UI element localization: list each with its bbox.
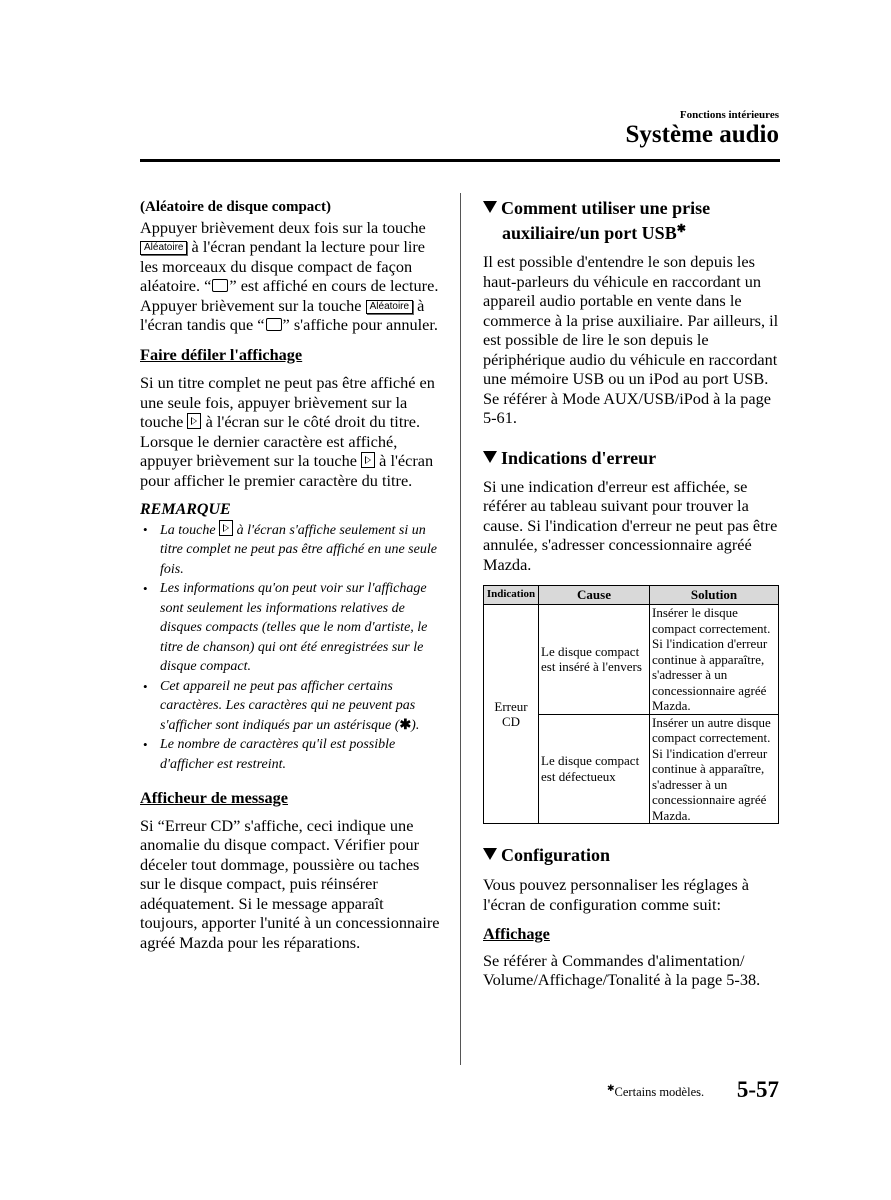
- solution-cell: Insérer le disque compact correctement. Si l'indication d'erreur continue à apparaître, s'adresser à un concessionnaire agréé Mazda.: [650, 605, 779, 715]
- text-run: Comment utiliser une prise: [501, 198, 711, 218]
- text-run: Si un titre complet ne peut pas être affiché en une seule fois, appuyer brièvement sur la touche: [140, 373, 435, 431]
- footnote: [607, 1083, 704, 1100]
- text-run: Cet appareil ne peut pas afficher certains caractères. Les caractères qui ne peuvent pas s'afficher sont indiqués par un astérisque (: [160, 678, 416, 733]
- table-header-row: [484, 586, 779, 605]
- shuffle-disc-icon: [266, 318, 282, 331]
- error-paragraph: Si une indication d'erreur est affichée, se référer au tableau suivant pour trouver la cause. Si l'indication d'erreur ne peut pas être annulée, s'adresser concessionnaire agréé Mazda.: [483, 476, 778, 574]
- header-rule: [140, 159, 780, 162]
- note-item: [140, 520, 440, 580]
- text-run: à l'écran s'affiche seulement si un titre complet ne peut pas être affiché en une seule fois.: [160, 522, 437, 577]
- note-item: [140, 677, 440, 736]
- text-run: à l'écran pour afficher le premier caractère du titre.: [140, 451, 434, 490]
- cause-cell: Le disque compact est défectueux: [539, 714, 650, 824]
- column-divider: [460, 193, 461, 1065]
- aux-reference: Se référer à Mode AUX/USB/iPod à la page 5-61.: [483, 388, 772, 427]
- aux-paragraph: Il est possible d'entendre le son depuis les haut-parleurs du véhicule en raccordant un appareil audio portable en vente dans le commerce à la prise auxiliaire. Par ailleurs, il est possible de lire le son depuis le périphérique audio du véhicule en raccordant une mémoire USB ou un iPod au port USB.: [483, 252, 779, 388]
- text-run: à l'écran pendant la lecture pour lire les morceaux du disque compact de façon aléatoire. “: [140, 237, 426, 295]
- page-number: 5-57: [736, 1077, 779, 1102]
- text-run: ” est affiché en cours de lecture.: [229, 276, 439, 295]
- asterisk-icon: ✱: [607, 1083, 615, 1093]
- message-paragraph: Si “Erreur CD” s'affiche, ceci indique une anomalie du disque compact. Vérifier pour déceler tout dommage, poussière ou taches sur le disque compact, puis réinsérer adéquatement. Si le message apparaît toujours, apporter l'unité à un concessionnaire agréé Mazda pour les réparations.: [140, 815, 440, 952]
- scroll-paragraph: [140, 373, 440, 490]
- asterisk-icon: ✱: [676, 223, 686, 235]
- display-heading: Affichage: [483, 924, 550, 943]
- text-run: à l'écran tandis que “: [140, 295, 425, 334]
- note-item: • Le nombre de caractères qu'il est possible d'afficher est restreint.: [140, 735, 440, 774]
- column-header: Cause: [539, 586, 650, 605]
- shuffle-disc-icon: [212, 279, 228, 292]
- column-header: Solution: [650, 586, 779, 605]
- solution-cell: Insérer un autre disque compact correctement. Si l'indication d'erreur continue à apparaître, s'adresser à un concessionnaire agréé Mazda.: [650, 714, 779, 824]
- triangle-bullet-icon: [483, 451, 497, 463]
- scroll-right-icon: [361, 452, 375, 468]
- error-heading: [483, 448, 780, 469]
- shuffle-button-glyph: Aléatoire: [140, 241, 187, 255]
- column-header: Indication: [484, 586, 539, 605]
- note-title: REMARQUE: [140, 501, 231, 518]
- shuffle-paragraph-2: [140, 296, 440, 335]
- message-heading: Afficheur de message: [140, 788, 289, 807]
- scroll-heading: Faire défiler l'affichage: [140, 344, 303, 364]
- aux-heading: [483, 198, 780, 244]
- shuffle-paragraph-1: [140, 218, 440, 296]
- error-table: [483, 585, 779, 824]
- scroll-right-icon: [219, 520, 233, 536]
- triangle-bullet-icon: [483, 201, 497, 213]
- note-list: [140, 520, 440, 775]
- shuffle-button-glyph: Aléatoire: [366, 300, 413, 314]
- cause-cell: Le disque compact est inséré à l'envers: [539, 605, 650, 715]
- text-run: à l'écran sur le côté droit du titre. Lorsque le dernier caractère est affiché, appuyer brièvement sur la touche: [140, 412, 421, 470]
- text-run: Indications d'erreur: [501, 447, 657, 468]
- text-run: Appuyer brièvement deux fois sur la touche: [140, 217, 426, 237]
- shuffle-heading: (Aléatoire de disque compact): [140, 199, 331, 215]
- left-column: [140, 198, 440, 952]
- text-run: auxiliaire/un port USB: [502, 223, 677, 243]
- text-run: Appuyer brièvement sur la touche: [140, 295, 362, 315]
- asterisk-icon: ✱: [399, 717, 412, 733]
- table-row: [484, 605, 779, 715]
- page-title: Système audio: [625, 121, 779, 148]
- triangle-bullet-icon: [483, 848, 497, 860]
- text-run: ).: [411, 717, 420, 733]
- indication-cell: Erreur CD: [484, 605, 539, 824]
- footnote-text: Certains modèles.: [614, 1085, 705, 1100]
- text-run: Configuration: [501, 845, 611, 865]
- section-label: Fonctions intérieures: [679, 109, 779, 121]
- display-paragraph: Se référer à Commandes d'alimentation/ Volume/Affichage/Tonalité à la page 5-38.: [483, 950, 761, 989]
- scroll-right-icon: [187, 413, 201, 429]
- config-paragraph: Vous pouvez personnaliser les réglages à l'écran de configuration comme suit:: [483, 875, 750, 914]
- right-column: [483, 198, 780, 990]
- note-item: • Les informations qu'on peut voir sur l'affichage sont seulement les informations relatives de disques compacts (telles que le nom d'artiste, le titre de chanson) qui ont été enregistrées sur le disque compact.: [140, 579, 440, 677]
- text-run: ” s'affiche pour annuler.: [282, 315, 438, 334]
- text-run: La touche: [160, 522, 216, 538]
- config-heading: [483, 845, 780, 866]
